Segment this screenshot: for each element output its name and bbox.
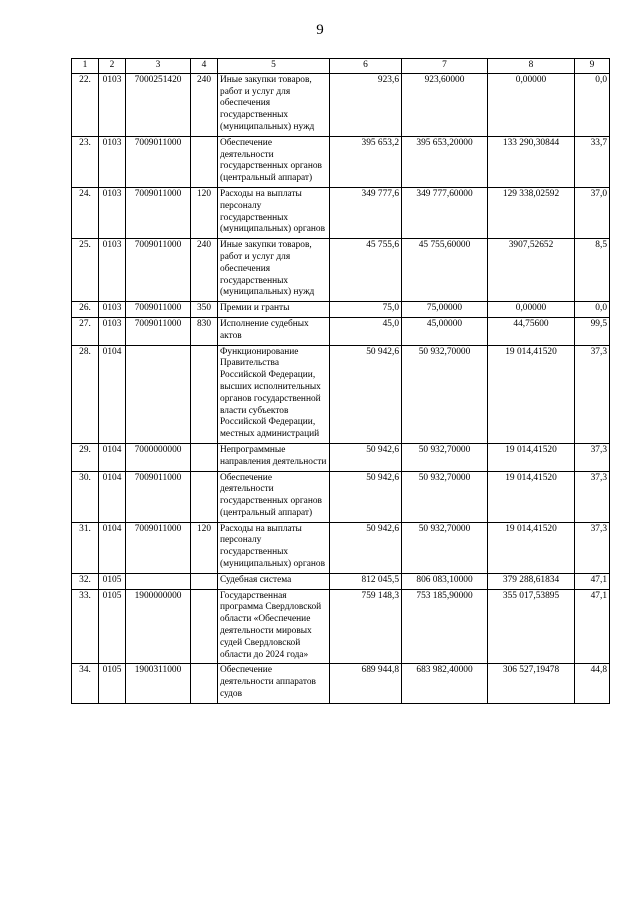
- executed-amount-cell: 3907,52652: [488, 239, 575, 302]
- description-cell: Судебная система: [218, 573, 330, 589]
- row-number-cell: 34.: [72, 664, 99, 703]
- column-header-8: 8: [488, 59, 575, 74]
- page-number: 9: [316, 22, 324, 38]
- percent-cell: 33,7: [575, 136, 610, 187]
- executed-amount-cell: 44,75600: [488, 317, 575, 345]
- section-code-cell: 0103: [99, 302, 126, 318]
- refined-amount-cell: 75,00000: [402, 302, 488, 318]
- table-row: [72, 471, 610, 522]
- target-article-cell: 7000000000: [126, 443, 191, 471]
- table-row: [72, 573, 610, 589]
- row-number-cell: 33.: [72, 589, 99, 664]
- description-cell: Обеспечение деятельности государственных органов (центральный аппарат): [218, 136, 330, 187]
- planned-amount-cell: 50 942,6: [330, 522, 402, 573]
- expense-type-cell: 240: [191, 73, 218, 136]
- table-row: [72, 589, 610, 664]
- section-code-cell: 0103: [99, 239, 126, 302]
- target-article-cell: 7009011000: [126, 187, 191, 238]
- percent-cell: 8,5: [575, 239, 610, 302]
- section-code-cell: 0105: [99, 573, 126, 589]
- description-cell: Иные закупки товаров, работ и услуг для обеспечения государственных (муниципальных) нужд: [218, 239, 330, 302]
- expense-type-cell: 830: [191, 317, 218, 345]
- description-cell: Обеспечение деятельности государственных органов (центральный аппарат): [218, 471, 330, 522]
- planned-amount-cell: 923,6: [330, 73, 402, 136]
- column-header-7: 7: [402, 59, 488, 74]
- executed-amount-cell: 19 014,41520: [488, 522, 575, 573]
- column-header-6: 6: [330, 59, 402, 74]
- header-row: [72, 59, 610, 74]
- refined-amount-cell: 45 755,60000: [402, 239, 488, 302]
- budget-table: [71, 58, 610, 704]
- refined-amount-cell: 806 083,10000: [402, 573, 488, 589]
- description-cell: Иные закупки товаров, работ и услуг для обеспечения государственных (муниципальных) нужд: [218, 73, 330, 136]
- target-article-cell: 1900311000: [126, 664, 191, 703]
- section-code-cell: 0104: [99, 522, 126, 573]
- target-article-cell: 1900000000: [126, 589, 191, 664]
- planned-amount-cell: 45 755,6: [330, 239, 402, 302]
- expense-type-cell: [191, 443, 218, 471]
- planned-amount-cell: 50 942,6: [330, 345, 402, 443]
- section-code-cell: 0103: [99, 73, 126, 136]
- target-article-cell: 7009011000: [126, 471, 191, 522]
- planned-amount-cell: 812 045,5: [330, 573, 402, 589]
- expense-type-cell: 350: [191, 302, 218, 318]
- column-header-5: 5: [218, 59, 330, 74]
- expense-type-cell: 120: [191, 522, 218, 573]
- target-article-cell: [126, 345, 191, 443]
- percent-cell: 37,3: [575, 471, 610, 522]
- planned-amount-cell: 50 942,6: [330, 443, 402, 471]
- refined-amount-cell: 349 777,60000: [402, 187, 488, 238]
- description-cell: Исполнение судебных актов: [218, 317, 330, 345]
- target-article-cell: 7009011000: [126, 522, 191, 573]
- table-row: [72, 302, 610, 318]
- planned-amount-cell: 349 777,6: [330, 187, 402, 238]
- row-number-cell: 25.: [72, 239, 99, 302]
- planned-amount-cell: 75,0: [330, 302, 402, 318]
- row-number-cell: 32.: [72, 573, 99, 589]
- planned-amount-cell: 50 942,6: [330, 471, 402, 522]
- expense-type-cell: [191, 589, 218, 664]
- row-number-cell: 28.: [72, 345, 99, 443]
- expense-type-cell: [191, 471, 218, 522]
- section-code-cell: 0103: [99, 187, 126, 238]
- refined-amount-cell: 50 932,70000: [402, 443, 488, 471]
- table-row: [72, 317, 610, 345]
- executed-amount-cell: 306 527,19478: [488, 664, 575, 703]
- description-cell: Непрограммные направления деятельности: [218, 443, 330, 471]
- refined-amount-cell: 50 932,70000: [402, 522, 488, 573]
- percent-cell: 99,5: [575, 317, 610, 345]
- row-number-cell: 26.: [72, 302, 99, 318]
- refined-amount-cell: 50 932,70000: [402, 471, 488, 522]
- executed-amount-cell: 19 014,41520: [488, 345, 575, 443]
- column-header-9: 9: [575, 59, 610, 74]
- executed-amount-cell: 133 290,30844: [488, 136, 575, 187]
- percent-cell: 37,3: [575, 345, 610, 443]
- refined-amount-cell: 683 982,40000: [402, 664, 488, 703]
- section-code-cell: 0104: [99, 345, 126, 443]
- executed-amount-cell: 379 288,61834: [488, 573, 575, 589]
- target-article-cell: 7009011000: [126, 317, 191, 345]
- executed-amount-cell: 19 014,41520: [488, 443, 575, 471]
- column-header-4: 4: [191, 59, 218, 74]
- row-number-cell: 23.: [72, 136, 99, 187]
- executed-amount-cell: 355 017,53895: [488, 589, 575, 664]
- description-cell: Премии и гранты: [218, 302, 330, 318]
- expense-type-cell: [191, 664, 218, 703]
- refined-amount-cell: 395 653,20000: [402, 136, 488, 187]
- planned-amount-cell: 395 653,2: [330, 136, 402, 187]
- expense-type-cell: [191, 136, 218, 187]
- section-code-cell: 0103: [99, 317, 126, 345]
- executed-amount-cell: 129 338,02592: [488, 187, 575, 238]
- description-cell: Функционирование Правительства Российской Федерации, высших исполнительных органов государственной власти субъектов Российской Федерации, местных администраций: [218, 345, 330, 443]
- table-row: [72, 136, 610, 187]
- description-cell: Расходы на выплаты персоналу государственных (муниципальных) органов: [218, 187, 330, 238]
- percent-cell: 44,8: [575, 664, 610, 703]
- percent-cell: 37,3: [575, 443, 610, 471]
- executed-amount-cell: 0,00000: [488, 302, 575, 318]
- table-body: [72, 73, 610, 703]
- expense-type-cell: [191, 573, 218, 589]
- row-number-cell: 31.: [72, 522, 99, 573]
- target-article-cell: 7009011000: [126, 239, 191, 302]
- expense-type-cell: 240: [191, 239, 218, 302]
- column-header-3: 3: [126, 59, 191, 74]
- target-article-cell: 7009011000: [126, 136, 191, 187]
- percent-cell: 47,1: [575, 589, 610, 664]
- table-row: [72, 239, 610, 302]
- refined-amount-cell: 923,60000: [402, 73, 488, 136]
- column-header-1: 1: [72, 59, 99, 74]
- planned-amount-cell: 45,0: [330, 317, 402, 345]
- row-number-cell: 22.: [72, 73, 99, 136]
- planned-amount-cell: 689 944,8: [330, 664, 402, 703]
- refined-amount-cell: 45,00000: [402, 317, 488, 345]
- percent-cell: 0,0: [575, 302, 610, 318]
- description-cell: Обеспечение деятельности аппаратов судов: [218, 664, 330, 703]
- target-article-cell: 7000251420: [126, 73, 191, 136]
- section-code-cell: 0105: [99, 664, 126, 703]
- refined-amount-cell: 753 185,90000: [402, 589, 488, 664]
- section-code-cell: 0104: [99, 471, 126, 522]
- section-code-cell: 0103: [99, 136, 126, 187]
- planned-amount-cell: 759 148,3: [330, 589, 402, 664]
- row-number-cell: 30.: [72, 471, 99, 522]
- percent-cell: 0,0: [575, 73, 610, 136]
- row-number-cell: 24.: [72, 187, 99, 238]
- executed-amount-cell: 19 014,41520: [488, 471, 575, 522]
- table-row: [72, 187, 610, 238]
- expense-type-cell: [191, 345, 218, 443]
- table-row: [72, 443, 610, 471]
- refined-amount-cell: 50 932,70000: [402, 345, 488, 443]
- row-number-cell: 27.: [72, 317, 99, 345]
- table-row: [72, 345, 610, 443]
- percent-cell: 37,0: [575, 187, 610, 238]
- description-cell: Государственная программа Свердловской области «Обеспечение деятельности мировых судей Свердловской области до 2024 года»: [218, 589, 330, 664]
- section-code-cell: 0104: [99, 443, 126, 471]
- table-row: [72, 522, 610, 573]
- expense-type-cell: 120: [191, 187, 218, 238]
- section-code-cell: 0105: [99, 589, 126, 664]
- column-header-2: 2: [99, 59, 126, 74]
- target-article-cell: [126, 573, 191, 589]
- description-cell: Расходы на выплаты персоналу государственных (муниципальных) органов: [218, 522, 330, 573]
- target-article-cell: 7009011000: [126, 302, 191, 318]
- executed-amount-cell: 0,00000: [488, 73, 575, 136]
- percent-cell: 47,1: [575, 573, 610, 589]
- table-header: [72, 59, 610, 74]
- row-number-cell: 29.: [72, 443, 99, 471]
- percent-cell: 37,3: [575, 522, 610, 573]
- table-row: [72, 664, 610, 703]
- table-row: [72, 73, 610, 136]
